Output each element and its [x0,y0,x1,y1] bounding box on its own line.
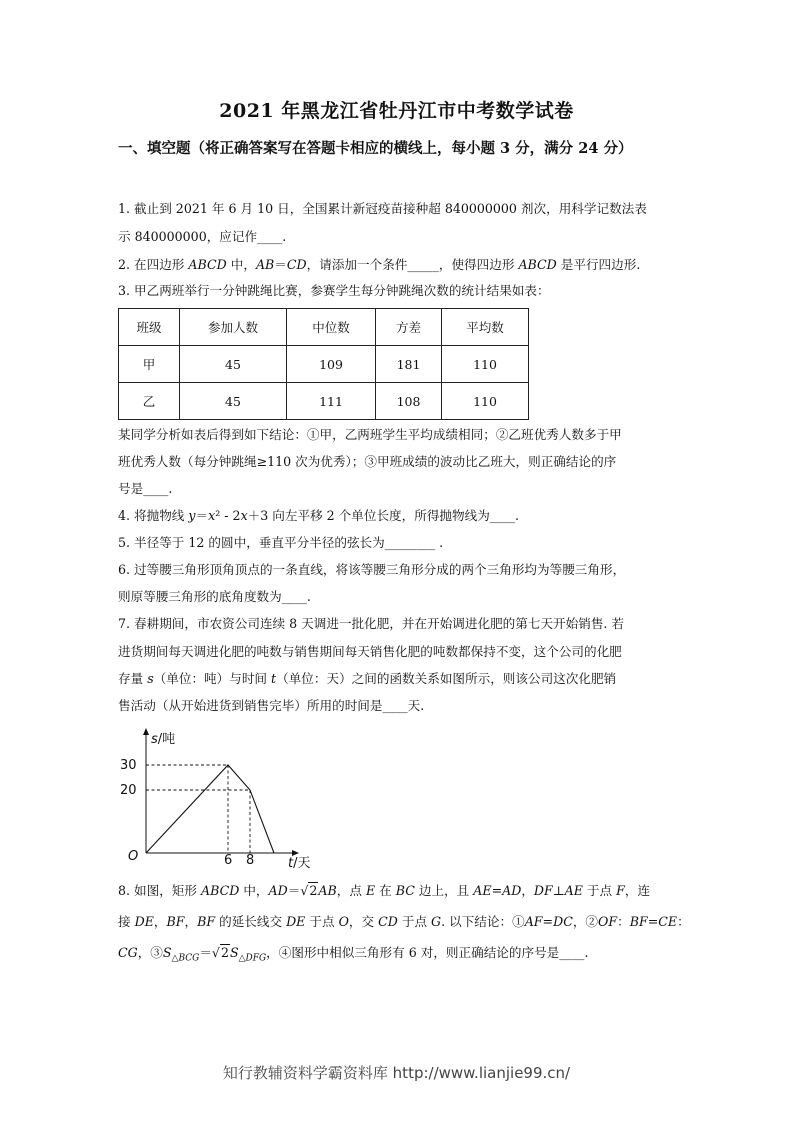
q8-var: S [229,945,239,960]
q8-var: DE [134,914,154,929]
q8-subscript: △BCG [171,953,200,964]
table-cell: 109 [287,346,376,383]
q7-line1: 7. 春耕期间，市农资公司连续 8 天调进一批化肥，并在开始调进化肥的第七天开始销售. 若 [118,616,625,631]
q8-text: 8. 如图，矩形 [118,883,201,898]
q8-var: ABCD [201,883,240,898]
q8-text: ⊥ [552,883,565,898]
q8-var: CD [378,914,398,929]
q8-var: CE [658,914,678,929]
q5-line: 5. 半径等于 12 的圆中，垂直平分半径的弦长为________ . [118,535,444,550]
function-graph [118,727,318,870]
q2-var: CD [286,257,307,272]
q8-var: CG [118,945,138,960]
table-header-cell: 中位数 [287,309,376,346]
q8-text: = [491,883,503,898]
q8-text: ，④图形中相似三角形有 6 对，则正确结论的序号是____. [266,945,589,960]
q7-text: （单位：吨）与时间 [153,671,272,686]
q2-text: 是平行四边形. [556,257,641,272]
section-heading: 一、填空题（将正确答案写在答题卡相应的横线上，每小题 3 分，满分 24 分） [118,140,633,157]
table-cell: 乙 [119,383,180,420]
table-header-row [119,309,529,346]
q8-text: 于点 [305,914,339,929]
y-tick-30: 30 [120,758,137,773]
q8-var: AD [502,883,522,898]
q8-var: BF [197,914,216,929]
q8-text: 在 [375,883,396,898]
q3-line1: 某同学分析如表后得到如下结论：①甲，乙两班学生平均成绩相同；②乙班优秀人数多于甲 [118,427,622,442]
q8-text: ： [677,914,690,929]
q8-var: DC [553,914,573,929]
y-tick-20: 20 [120,783,137,798]
q8-text: 边上，且 [414,883,474,898]
q7-line4: 售活动（从开始进货到销售完毕）所用的时间是____天. [118,698,425,713]
q4-var: x [208,508,216,523]
q8-text: ＝ [199,945,212,960]
q8-line2 [118,913,690,931]
q8-text: = [542,914,554,929]
table-row [119,383,529,420]
q8-var: AE [564,883,583,898]
q8-var: AF [524,914,543,929]
q8-var: S [162,945,172,960]
q2-text: ＝ [274,257,287,272]
q3-intro: 3. 甲乙两班举行一分钟跳绳比赛，参赛学生每分钟跳绳次数的统计结果如表： [118,283,550,298]
sqrt-symbol: √2 [211,945,229,960]
q4-text: 4. 将抛物线 [118,508,189,523]
q7-text: （单位：天）之间的函数关系如图所示，则该公司这次化肥销 [276,671,617,686]
table-cell: 110 [442,383,529,420]
function-line [146,765,274,853]
q2-text: 2. 在四边形 [118,257,189,272]
q8-text: ，③ [137,945,163,960]
q8-var: AD [268,883,288,898]
q8-var: OF [598,914,618,929]
q8-text: ，② [572,914,599,929]
table-cell: 181 [376,346,442,383]
q4-var: y [188,508,196,523]
q8-text: ， [521,883,534,898]
footer-watermark: 知行教辅资料学霸资料库 http://www.lianjie99.cn/ [222,1064,571,1082]
q8-line1 [118,882,650,900]
y-axis-var: s [151,732,158,747]
q8-subscript: △DFG [238,953,267,964]
q6-line2: 则原等腰三角形的底角度数为____. [118,589,311,604]
q7-text: 存量 [118,671,148,686]
page-title: 2021 年黑龙江省牡丹江市中考数学试卷 [219,100,574,122]
q8-var: BF [166,914,185,929]
q8-var: BF [629,914,648,929]
x-tick-8: 8 [246,853,255,868]
table-header-cell: 班级 [119,309,180,346]
q4-var: x [240,508,248,523]
q2-text: ，请添加一个条件_____，使得四边形 [306,257,519,272]
q2-line [118,256,640,274]
q8-var: DF [533,883,553,898]
q8-var: O [338,914,349,929]
q8-text: ： [617,914,630,929]
q4-line [118,507,519,525]
q2-var: AB [255,257,275,272]
q6-line1: 6. 过等腰三角形顶角顶点的一条直线，将该等腰三角形分成的两个三角形均为等腰三角形， [118,562,626,577]
x-axis-var: t [288,856,294,870]
sqrt-radicand: 2 [220,945,229,960]
q8-var: DE [286,914,306,929]
q2-var: ABCD [188,257,227,272]
q8-text: ， [184,914,198,929]
q4-text: ＝ [195,508,209,523]
q8-var: G [431,914,442,929]
q8-var: F [616,883,625,898]
origin-label: O [128,849,139,864]
table-cell: 111 [287,383,376,420]
table-header-cell: 平均数 [442,309,529,346]
y-axis-unit: /吨 [157,732,176,747]
table-header-cell: 方差 [376,309,442,346]
q8-text: = [647,914,659,929]
table-cell: 45 [180,346,287,383]
q8-text: 的延长线交 [215,914,287,929]
q8-text: 于点 [582,883,617,898]
q3-line3: 号是____. [118,481,173,496]
q2-text: 中， [226,257,256,272]
table-cell: 108 [376,383,442,420]
q7-line2: 进货期间每天调进化肥的吨数与销售期间每天销售化肥的吨数都保持不变，这个公司的化肥 [118,644,622,659]
q8-text: 接 [118,914,135,929]
q3-line2: 班优秀人数（每分钟跳绳≥110 次为优秀）；③甲班成绩的波动比乙班大，则正确结论的序 [118,454,617,469]
q8-var: E [365,883,376,898]
stats-table [118,308,529,420]
sqrt-radicand: 2 [309,883,318,898]
q8-text: 于点 [397,914,432,929]
q8-var: AE [473,883,492,898]
q7-line3 [118,670,616,688]
table-cell: 45 [180,383,287,420]
q4-text: ² - 2 [215,508,241,523]
x-tick-6: 6 [224,853,233,868]
q7-var: s [147,671,154,686]
sqrt-symbol: √2 [300,883,318,898]
q8-text: ， [153,914,167,929]
q8-line3 [118,944,588,968]
q8-text: . 以下结论：① [441,914,525,929]
y-axis-label [151,732,175,747]
x-axis-label [288,856,311,870]
table-cell: 110 [442,346,529,383]
table-cell: 甲 [119,346,180,383]
q1-line2: 示 840000000，应记作____. [118,229,287,244]
q8-text: ，交 [348,914,379,929]
q8-var: BC [395,883,415,898]
q7-var: t [271,671,277,686]
q8-text: ，点 [336,883,366,898]
x-axis-unit: /天 [293,856,311,870]
q8-var: AB [318,883,337,898]
q8-text: ，连 [624,883,651,898]
q1-line1: 1. 截止到 2021 年 6 月 10 日，全国累计新冠疫苗接种超 840000000 剂次，用科学记数法表 [118,201,647,216]
q2-var: ABCD [518,257,557,272]
q8-text: ＝ [287,883,301,898]
table-header-cell: 参加人数 [180,309,287,346]
table-row [119,346,529,383]
q8-text: 中， [239,883,269,898]
q4-text: ＋3 向左平移 2 个单位长度，所得抛物线为____. [247,508,519,523]
